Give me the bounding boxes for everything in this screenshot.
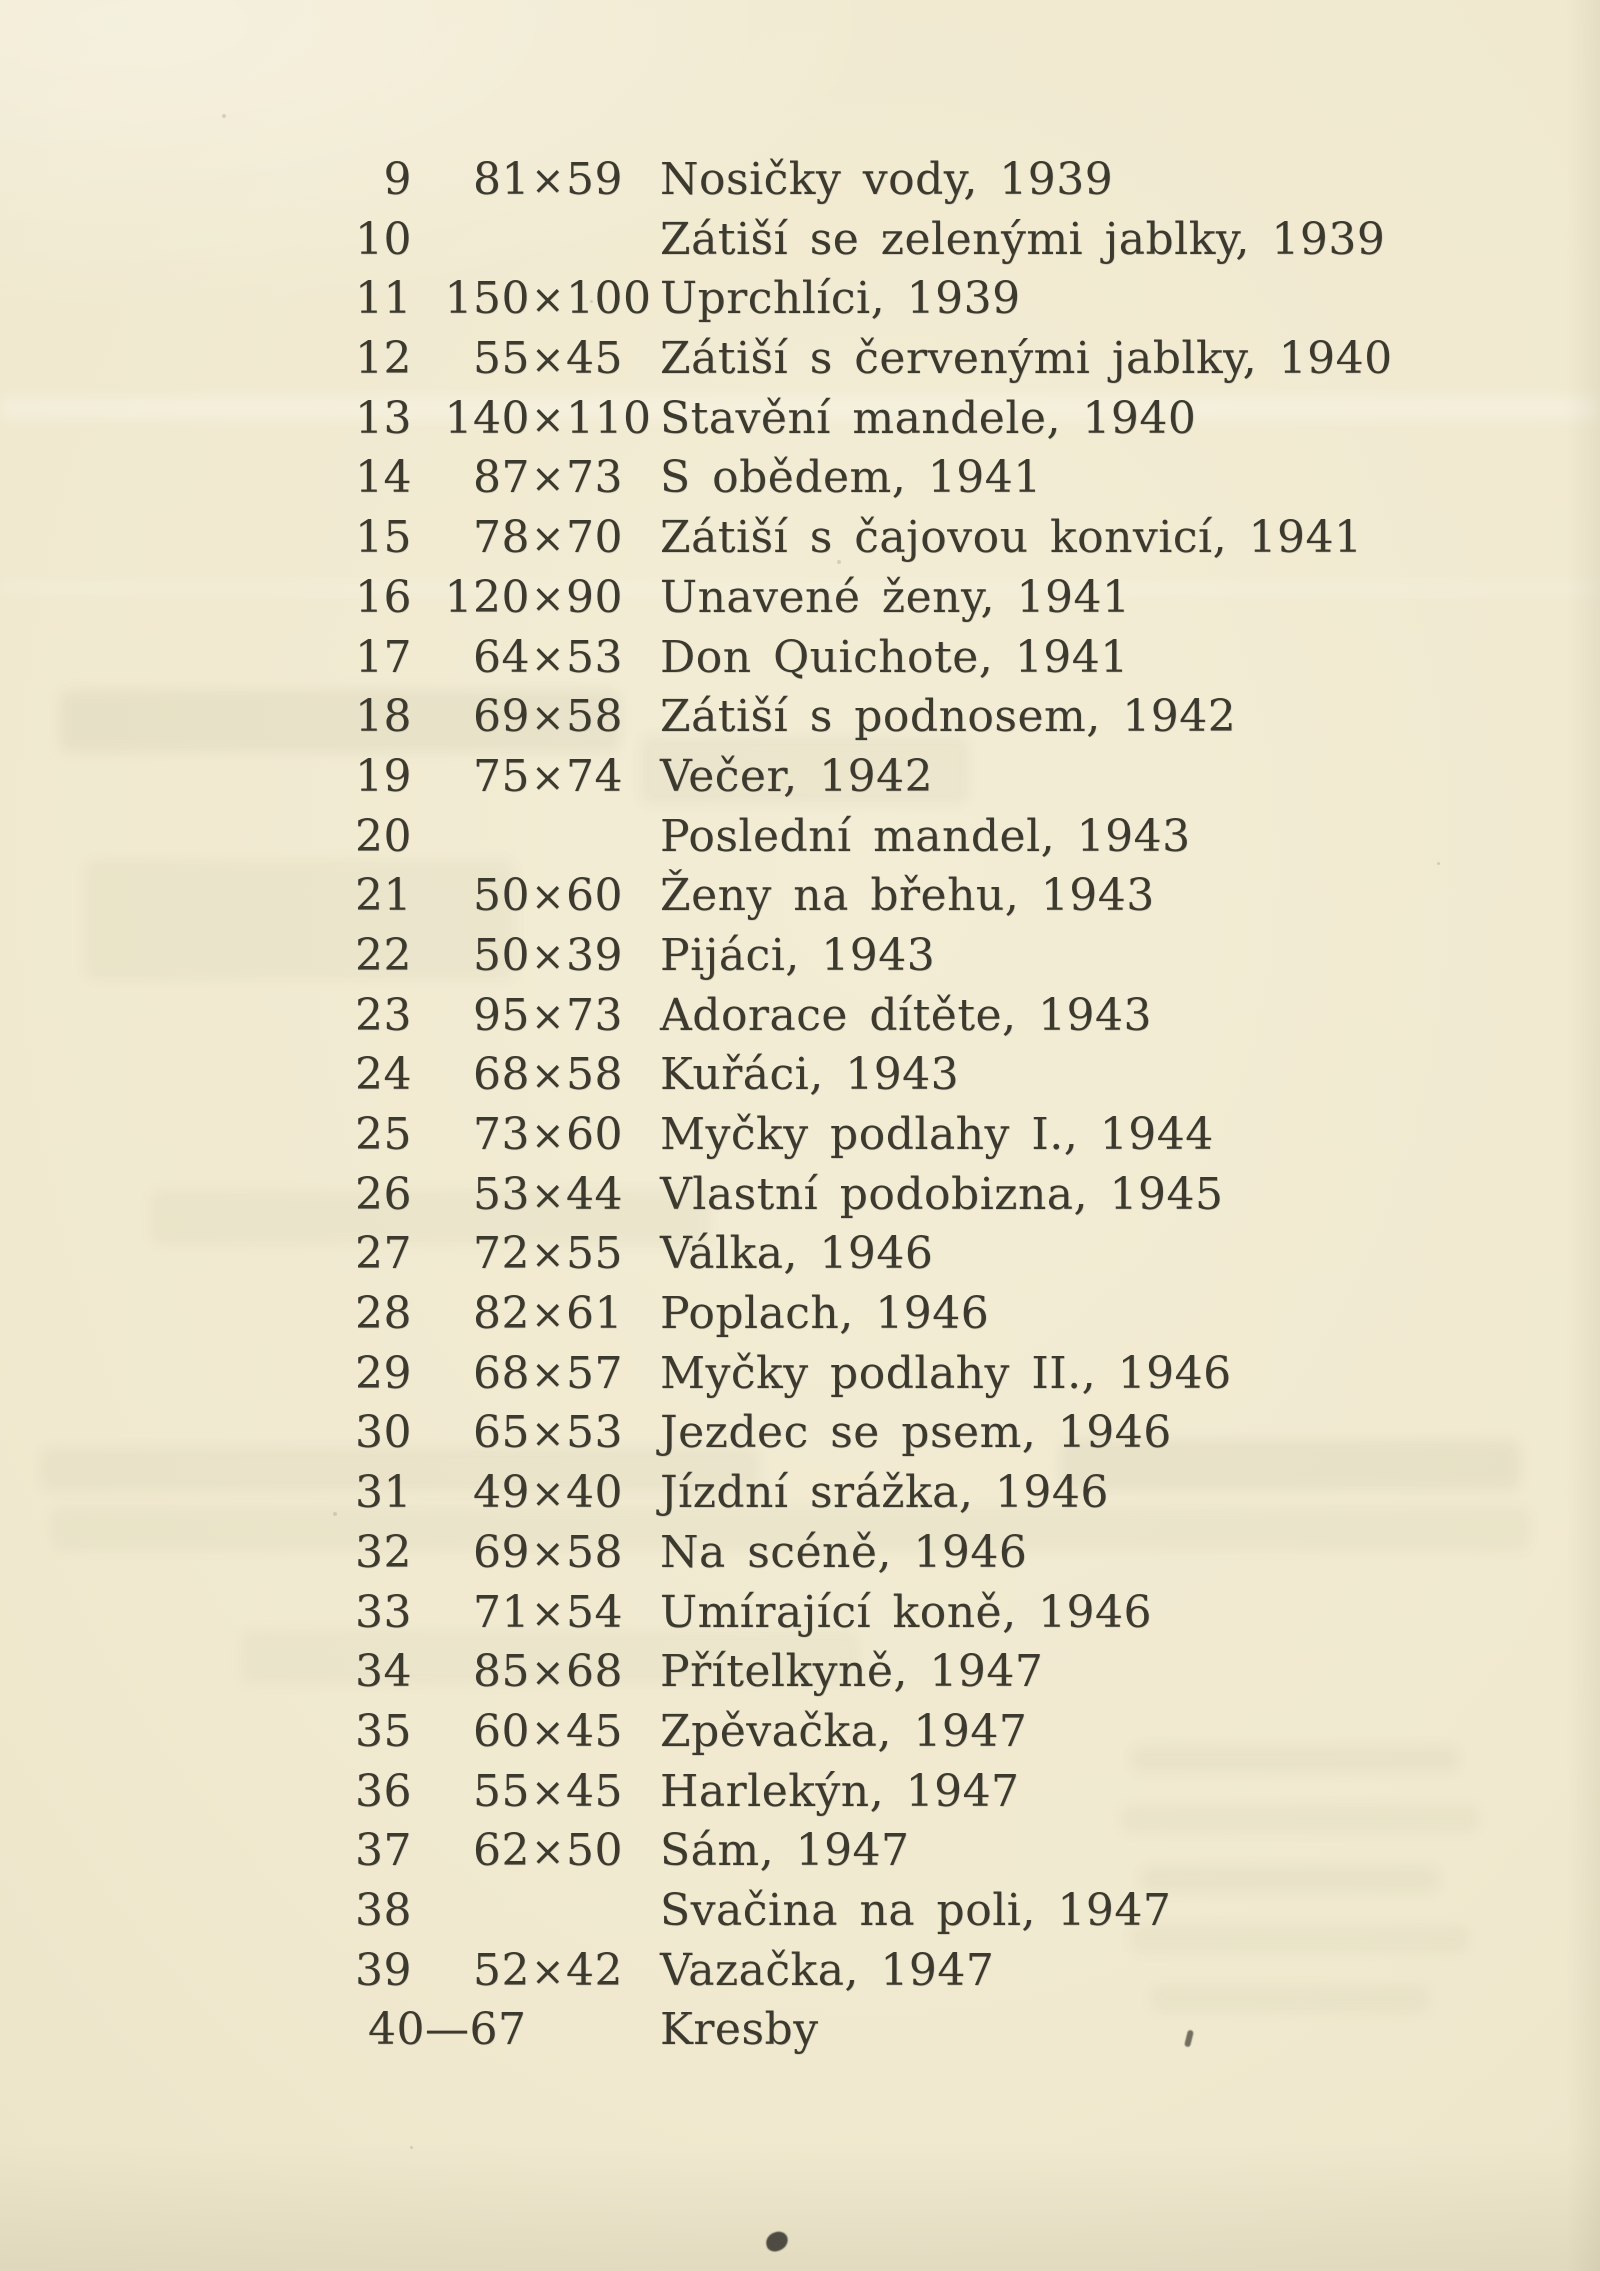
dimension-height: 74 bbox=[566, 750, 623, 802]
dimension-height: 53 bbox=[566, 631, 623, 683]
dimension-height: 45 bbox=[566, 1765, 623, 1817]
dimensions-cell bbox=[412, 1284, 660, 1346]
catalog-number-cell: 21 bbox=[355, 870, 412, 922]
table-row bbox=[0, 747, 1600, 807]
dimensions-cell bbox=[412, 329, 660, 391]
artwork-title: Kuřáci, 1943 bbox=[660, 1049, 960, 1101]
artwork-title: Don Quichote, 1941 bbox=[660, 631, 1129, 683]
dimension-height: 90 bbox=[566, 571, 623, 623]
dimensions-cell bbox=[412, 1344, 660, 1406]
dimensions-cell bbox=[412, 1105, 660, 1167]
dimension-width: 69 bbox=[473, 691, 530, 743]
dimensions-cell bbox=[412, 1762, 660, 1824]
table-row bbox=[0, 1165, 1600, 1225]
artwork-title: Zátiší se zelenými jablky, 1939 bbox=[660, 213, 1386, 265]
artwork-title: Ženy na břehu, 1943 bbox=[660, 870, 1155, 922]
paper-speck bbox=[222, 114, 226, 118]
dimensions-cell bbox=[412, 1583, 660, 1645]
multiply-icon: × bbox=[530, 1411, 565, 1458]
multiply-icon: × bbox=[530, 1232, 565, 1279]
catalog-number-cell: 23 bbox=[355, 989, 412, 1041]
multiply-icon: × bbox=[530, 874, 565, 921]
dimensions-cell bbox=[412, 1941, 660, 2003]
dimension-width: 50 bbox=[473, 870, 530, 922]
catalog-number-cell: 27 bbox=[355, 1228, 412, 1280]
artwork-title: Nosičky vody, 1939 bbox=[660, 154, 1114, 205]
dimension-width: 50 bbox=[473, 929, 530, 981]
table-row bbox=[0, 926, 1600, 986]
catalog-number-cell: 17 bbox=[355, 631, 412, 683]
artwork-title: Uprchlíci, 1939 bbox=[660, 273, 1021, 325]
catalog-number-cell: 40—67 bbox=[368, 2004, 527, 2056]
catalog-number-cell: 26 bbox=[355, 1168, 412, 1220]
artwork-title: Večer, 1942 bbox=[660, 750, 934, 802]
dimension-height: 100 bbox=[566, 273, 652, 325]
artwork-title: Zátiší s podnosem, 1942 bbox=[660, 691, 1237, 743]
artwork-title: Adorace dítěte, 1943 bbox=[660, 989, 1152, 1041]
artwork-title: Stavění mandele, 1940 bbox=[660, 392, 1197, 444]
dimension-height: 54 bbox=[566, 1586, 623, 1638]
multiply-icon: × bbox=[530, 635, 565, 682]
table-row bbox=[0, 628, 1600, 688]
multiply-icon: × bbox=[530, 1650, 565, 1697]
dimensions-cell bbox=[412, 1463, 660, 1525]
dimension-height: 45 bbox=[566, 333, 623, 385]
table-row bbox=[0, 568, 1600, 628]
dimensions-cell bbox=[412, 1165, 660, 1227]
artwork-title: Kresby bbox=[660, 2004, 819, 2056]
artwork-title: Zpěvačka, 1947 bbox=[660, 1705, 1028, 1757]
multiply-icon: × bbox=[530, 1053, 565, 1100]
catalog-number-cell: 13 bbox=[355, 392, 412, 444]
table-row bbox=[0, 1583, 1600, 1643]
dimensions-cell bbox=[412, 926, 660, 988]
dimensions-cell bbox=[412, 1403, 660, 1465]
dimension-height: 39 bbox=[566, 929, 623, 981]
dimension-height: 55 bbox=[566, 1228, 623, 1280]
table-row bbox=[0, 866, 1600, 926]
artwork-title: Zátiší s červenými jablky, 1940 bbox=[660, 333, 1393, 385]
dimension-width: 150 bbox=[444, 273, 530, 325]
multiply-icon: × bbox=[530, 575, 565, 622]
multiply-icon: × bbox=[530, 1471, 565, 1518]
table-row bbox=[0, 1403, 1600, 1463]
catalog-number-cell: 29 bbox=[355, 1347, 412, 1399]
artwork-title: Myčky podlahy II., 1946 bbox=[660, 1347, 1232, 1399]
catalog-number-cell: 32 bbox=[355, 1526, 412, 1578]
dimension-width: 52 bbox=[473, 1944, 530, 1996]
catalog-number-cell: 38 bbox=[355, 1884, 412, 1936]
dimensions-cell bbox=[412, 1642, 660, 1704]
dimension-height: 58 bbox=[566, 1526, 623, 1578]
table-row bbox=[0, 1702, 1600, 1762]
dimension-height: 73 bbox=[566, 452, 623, 504]
dimension-height: 68 bbox=[566, 1646, 623, 1698]
dimension-height: 73 bbox=[566, 989, 623, 1041]
dimension-height: 57 bbox=[566, 1347, 623, 1399]
dimension-height: 45 bbox=[566, 1705, 623, 1757]
catalog-number-cell: 25 bbox=[355, 1109, 412, 1160]
artwork-title: Vlastní podobizna, 1945 bbox=[660, 1168, 1224, 1220]
dimensions-cell bbox=[412, 269, 660, 331]
dimension-width: 64 bbox=[473, 631, 530, 683]
catalog-number-cell: 9 bbox=[383, 154, 412, 205]
multiply-icon: × bbox=[530, 1590, 565, 1637]
table-row bbox=[0, 389, 1600, 449]
table-row bbox=[0, 1224, 1600, 1284]
multiply-icon: × bbox=[530, 1292, 565, 1339]
dimensions-cell bbox=[412, 568, 660, 630]
catalog-number-cell: 10 bbox=[355, 213, 412, 265]
table-row bbox=[0, 150, 1600, 210]
table-row bbox=[0, 807, 1600, 867]
artwork-title: S obědem, 1941 bbox=[660, 452, 1042, 504]
dimension-width: 62 bbox=[473, 1825, 530, 1877]
dimensions-cell bbox=[412, 508, 660, 570]
table-row bbox=[0, 1463, 1600, 1523]
catalog-number-cell: 20 bbox=[355, 810, 412, 862]
dimension-width: 72 bbox=[473, 1228, 530, 1280]
multiply-icon: × bbox=[530, 933, 565, 980]
dimension-width: 55 bbox=[473, 1765, 530, 1817]
catalog-number-cell: 18 bbox=[355, 691, 412, 743]
dimensions-cell bbox=[412, 448, 660, 510]
multiply-icon: × bbox=[530, 1829, 565, 1876]
multiply-icon: × bbox=[530, 1709, 565, 1756]
ink-blot-ornament bbox=[764, 2230, 789, 2253]
artwork-title: Válka, 1946 bbox=[660, 1228, 934, 1280]
dimension-height: 58 bbox=[566, 691, 623, 743]
table-row bbox=[0, 329, 1600, 389]
multiply-icon: × bbox=[530, 1113, 565, 1159]
catalog-number-cell: 36 bbox=[355, 1765, 412, 1817]
dimension-width: 87 bbox=[473, 452, 530, 504]
multiply-icon: × bbox=[530, 158, 565, 204]
catalog-number-cell: 12 bbox=[355, 333, 412, 385]
table-row bbox=[0, 1642, 1600, 1702]
multiply-icon: × bbox=[530, 396, 565, 443]
catalog-number-cell: 19 bbox=[355, 750, 412, 802]
artwork-title: Pijáci, 1943 bbox=[660, 929, 936, 981]
multiply-icon: × bbox=[530, 516, 565, 563]
table-row bbox=[0, 269, 1600, 329]
dimension-width: 85 bbox=[473, 1646, 530, 1698]
dimension-width: 53 bbox=[473, 1168, 530, 1220]
table-row bbox=[0, 1284, 1600, 1344]
table-row bbox=[0, 1045, 1600, 1105]
table-row bbox=[0, 1523, 1600, 1583]
dimension-height: 44 bbox=[566, 1168, 623, 1220]
catalog-number-cell: 37 bbox=[355, 1825, 412, 1877]
artwork-title: Myčky podlahy I., 1944 bbox=[660, 1109, 1214, 1160]
artwork-title: Jezdec se psem, 1946 bbox=[660, 1407, 1172, 1459]
dimension-width: 68 bbox=[473, 1347, 530, 1399]
dimension-height: 58 bbox=[566, 1049, 623, 1101]
catalog-number-cell: 11 bbox=[355, 273, 412, 325]
dimension-width: 65 bbox=[473, 1407, 530, 1459]
dimension-width: 81 bbox=[473, 154, 530, 205]
multiply-icon: × bbox=[530, 754, 565, 801]
dimension-height: 42 bbox=[566, 1944, 623, 1996]
dimension-width: 71 bbox=[473, 1586, 530, 1638]
dimensions-cell bbox=[412, 1224, 660, 1286]
artwork-title: Vazačka, 1947 bbox=[660, 1944, 995, 1996]
catalog-list bbox=[0, 150, 1600, 2060]
dimension-height: 50 bbox=[566, 1825, 623, 1877]
catalog-number-cell: 33 bbox=[355, 1586, 412, 1638]
table-row bbox=[0, 508, 1600, 568]
catalog-number-cell: 30 bbox=[355, 1407, 412, 1459]
artwork-title: Jízdní srážka, 1946 bbox=[660, 1467, 1109, 1519]
catalog-number-cell: 24 bbox=[355, 1049, 412, 1101]
table-row bbox=[0, 448, 1600, 508]
dimensions-cell bbox=[412, 986, 660, 1048]
artwork-title: Poslední mandel, 1943 bbox=[660, 810, 1191, 862]
dimension-width: 68 bbox=[473, 1049, 530, 1101]
scan-edge-shadow bbox=[0, 2141, 1600, 2271]
catalog-number-cell: 35 bbox=[355, 1705, 412, 1757]
artwork-title: Na scéně, 1946 bbox=[660, 1526, 1028, 1578]
catalog-number-cell: 16 bbox=[355, 571, 412, 623]
dimension-width: 78 bbox=[473, 512, 530, 564]
multiply-icon: × bbox=[530, 1769, 565, 1816]
multiply-icon: × bbox=[530, 1948, 565, 1995]
dimensions-cell bbox=[412, 150, 660, 212]
dimensions-cell bbox=[412, 1702, 660, 1764]
dimension-width: 140 bbox=[444, 392, 530, 444]
dimensions-cell bbox=[412, 1523, 660, 1585]
dimension-height: 110 bbox=[566, 392, 652, 444]
multiply-icon: × bbox=[530, 993, 565, 1040]
catalog-number-cell: 28 bbox=[355, 1288, 412, 1340]
dimension-width: 82 bbox=[473, 1288, 530, 1340]
table-row bbox=[0, 687, 1600, 747]
multiply-icon: × bbox=[530, 277, 565, 324]
dimensions-cell bbox=[412, 628, 660, 690]
dimension-height: 70 bbox=[566, 512, 623, 564]
catalog-number-cell: 22 bbox=[355, 929, 412, 981]
catalog-number-cell: 39 bbox=[355, 1944, 412, 1996]
artwork-title: Sám, 1947 bbox=[660, 1825, 910, 1877]
table-row bbox=[0, 1881, 1600, 1941]
dimension-height: 60 bbox=[566, 1109, 623, 1160]
artwork-title: Harlekýn, 1947 bbox=[660, 1765, 1020, 1817]
artwork-title: Zátiší s čajovou konvicí, 1941 bbox=[660, 512, 1363, 564]
dimension-width: 69 bbox=[473, 1526, 530, 1578]
dimension-width: 75 bbox=[473, 750, 530, 802]
table-row bbox=[0, 2000, 1600, 2060]
dimension-height: 60 bbox=[566, 870, 623, 922]
dimension-height: 53 bbox=[566, 1407, 623, 1459]
dimension-height: 59 bbox=[566, 154, 623, 205]
dimensions-cell bbox=[412, 1821, 660, 1883]
artwork-title: Svačina na poli, 1947 bbox=[660, 1884, 1172, 1936]
table-row bbox=[0, 210, 1600, 270]
table-row bbox=[0, 1821, 1600, 1881]
dimension-width: 60 bbox=[473, 1705, 530, 1757]
artwork-title: Poplach, 1946 bbox=[660, 1288, 990, 1340]
catalog-number-cell: 31 bbox=[355, 1467, 412, 1519]
catalog-number-cell: 14 bbox=[355, 452, 412, 504]
multiply-icon: × bbox=[530, 1172, 565, 1219]
catalog-number-cell: 34 bbox=[355, 1646, 412, 1698]
artwork-title: Umírající koně, 1946 bbox=[660, 1586, 1153, 1638]
dimensions-cell bbox=[412, 389, 660, 451]
dimension-height: 61 bbox=[566, 1288, 623, 1340]
dimension-width: 49 bbox=[473, 1467, 530, 1519]
table-row bbox=[0, 1941, 1600, 2001]
dimension-width: 120 bbox=[444, 571, 530, 623]
paper-speck bbox=[410, 2146, 413, 2149]
multiply-icon: × bbox=[530, 456, 565, 503]
multiply-icon: × bbox=[530, 1530, 565, 1577]
dimensions-cell bbox=[412, 1045, 660, 1107]
dimension-height: 40 bbox=[566, 1467, 623, 1519]
artwork-title: Přítelkyně, 1947 bbox=[660, 1646, 1044, 1698]
dimensions-cell bbox=[412, 687, 660, 749]
dimensions-cell bbox=[412, 866, 660, 928]
artwork-title: Unavené ženy, 1941 bbox=[660, 571, 1131, 623]
catalog-number-cell: 15 bbox=[355, 512, 412, 564]
multiply-icon: × bbox=[530, 337, 565, 384]
table-row bbox=[0, 1762, 1600, 1822]
dimension-width: 95 bbox=[473, 989, 530, 1041]
table-row bbox=[0, 986, 1600, 1046]
multiply-icon: × bbox=[530, 695, 565, 742]
table-row bbox=[0, 1105, 1600, 1165]
dimension-width: 55 bbox=[473, 333, 530, 385]
dimension-width: 73 bbox=[473, 1109, 530, 1160]
table-row bbox=[0, 1344, 1600, 1404]
multiply-icon: × bbox=[530, 1351, 565, 1398]
dimensions-cell bbox=[412, 747, 660, 809]
